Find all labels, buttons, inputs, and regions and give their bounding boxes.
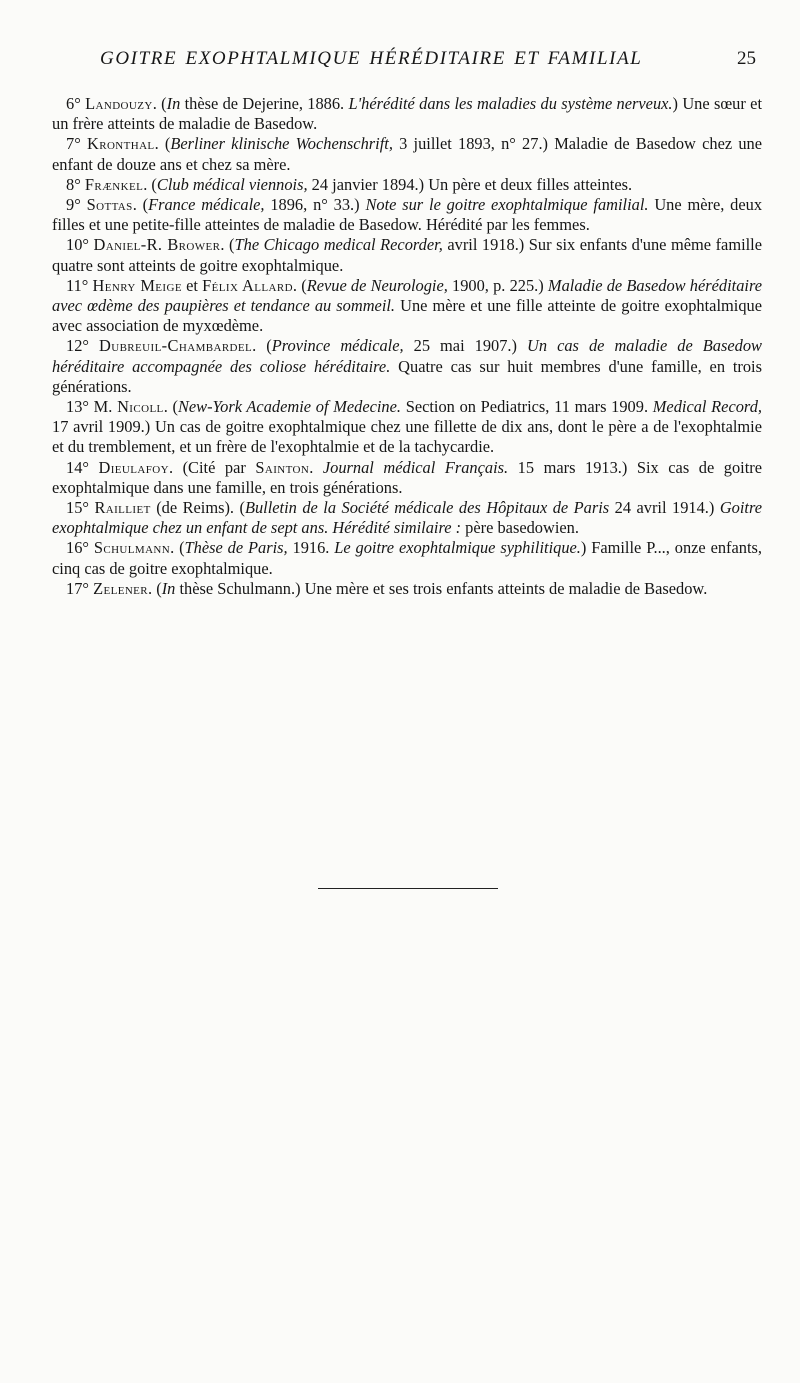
entry-text: 25 mai 1907.) [403,336,528,356]
citation-title: In [166,94,181,113]
bibliography-entry [52,235,762,275]
entry-text: avril 1918.) Sur six enfants d'une même famille quatre sont atteints de goitre exophtalmique. [52,235,763,275]
entry-text: . ( [170,538,185,558]
entry-text: Une mère et une fille atteinte de goitre exophtalmique avec association de myxœdème. [52,296,762,336]
citation-title: L'hérédité dans les maladies du système nerveux. [348,94,673,113]
bibliography-entry [52,538,762,578]
citation-title: Thèse de Paris, [184,538,288,558]
entry-number: 10° [66,235,89,255]
bibliography-entry [52,175,762,195]
entry-number: 13° [66,397,89,417]
entry-text: (de Reims). ( [150,498,245,518]
citation-title: Goitre exophtalmique chez un enfant de sept ans. Hérédité similaire : [52,498,763,538]
citation-title: In [161,578,176,598]
citation-title: Note sur le goitre exophtalmique familial. [365,195,649,215]
entry-text: . ( [252,336,272,356]
entry-text: . ( [148,578,162,598]
author-name: Henry Meige [92,275,182,295]
entry-text: . ( [154,134,171,154]
entry-text: 1916. [287,538,335,558]
entry-text: . ( [292,275,307,295]
entry-text: . ( [143,174,157,194]
citation-title: Berliner klinische Wochenschrift, [170,134,393,154]
author-name: Dieulafoy [98,457,169,477]
entry-text: 17 avril 1909.) Un cas de goitre exophtalmique chez une fillette de dix ans, dont le père a de l'exophtalmie et du tremblement, et un frère de l'exophtalmie et de la tachycardie. [52,417,762,457]
entry-text: . ( [163,397,178,417]
bibliography-entry [52,94,762,134]
bibliography-list [52,94,762,599]
entry-text: thèse Schulmann.) Une mère et ses trois enfants atteints de maladie de Basedow. [175,578,708,598]
entry-number: 8° [66,174,81,194]
author-name: Zelener [93,578,149,598]
entry-number: 11° [66,275,89,295]
citation-title: Club médical viennois, [156,174,308,194]
citation-title: New-York Academie of Medecine. [177,397,401,417]
entry-text: thèse de Dejerine, 1886. [180,94,349,113]
entry-number: 9° [66,195,81,215]
entry-text: Section on Pediatrics, 11 mars 1909. [401,397,653,417]
author-name: Nicoll [117,397,164,417]
entry-text: ) Famille P..., onze enfants, cinq cas de goitre exophtalmique. [52,538,762,578]
entry-text: . ( [152,94,167,113]
entry-text: Une mère, deux filles et une petite-fille atteintes de maladie de Basedow. Hérédité par les femmes. [52,195,763,235]
citation-title: Journal médical Français. [322,457,509,477]
entry-number: 15° [66,498,89,518]
bibliography-entry [52,397,762,458]
entry-number: 16° [66,538,89,558]
entry-text: et [181,275,203,295]
entry-number: 12° [66,336,89,356]
entry-text: ) Une sœur et un frère atteints de maladie de Basedow. [52,94,762,134]
entry-text: 3 juillet 1893, n° 27.) Maladie de Basedow chez une enfant de douze ans et chez sa mère. [52,134,763,174]
citation-title: Medical Record, [652,397,762,417]
author-name: Landouzy [85,94,153,113]
bibliography-entry [52,134,762,174]
citation-title: Un cas de maladie de Basedow héréditaire accompagnée des coliose héréditaire. [52,336,762,376]
bibliography-entry [52,336,762,397]
citation-title: Province médicale, [271,336,404,356]
entry-text: 24 avril 1914.) [609,498,720,518]
running-title: GOITRE EXOPHTALMIQUE HÉRÉDITAIRE ET FAMILIAL [100,48,643,69]
author-name: Frænkel [84,174,144,194]
bibliography-entry [52,195,762,235]
page-number: 25 [737,48,756,69]
author-name: Félix Allard [202,275,293,295]
entry-number: 14° [66,457,89,477]
entry-text: 15 mars 1913.) Six cas de goitre exophtalmique dans une famille, en trois générations. [52,457,762,497]
author-name: Railliet [94,498,151,518]
entry-text: . (Cité par [168,457,256,477]
bibliography-entry [52,276,762,337]
entry-text: . ( [132,195,149,215]
bibliography-entry [52,498,762,538]
page-header [0,48,800,76]
entry-number: 17° [66,578,89,598]
author-name: Sainton [255,457,310,477]
entry-number: 6° [66,94,81,113]
citation-title: Maladie de Basedow héréditaire avec œdème des paupières et tendance au sommeil. [52,275,763,316]
citation-title: France médicale, [148,195,265,215]
citation-title: Bulletin de la Société médicale des Hôpitaux de Paris [244,498,610,518]
entry-text: . [309,457,323,477]
entry-text: père basedowien. [461,518,579,538]
citation-title: Revue de Neurologie, [306,275,448,295]
author-name: Dubreuil-Chambardel [98,336,253,356]
author-name: Sottas [86,195,133,215]
author-name: Schulmann [93,538,171,558]
entry-text: M. [93,397,118,417]
citation-title: Le goitre exophtalmique syphilitique. [334,538,581,558]
author-name: Daniel-R. Brower [93,235,221,255]
author-name: Kronthal [86,134,155,154]
bibliography-entry [52,458,762,498]
entry-text: 1900, p. 225.) [447,275,548,295]
entry-text: 24 janvier 1894.) Un père et deux filles atteintes. [307,174,633,194]
bibliography-entry [52,579,762,599]
citation-title: The Chicago medical Recorder, [234,235,443,255]
entry-text: . ( [220,235,235,255]
entry-text: 1896, n° 33.) [264,195,366,215]
entry-number: 7° [66,134,81,154]
entry-text: Quatre cas sur huit membres d'une famille, en trois générations. [52,356,762,396]
section-divider [318,888,498,889]
